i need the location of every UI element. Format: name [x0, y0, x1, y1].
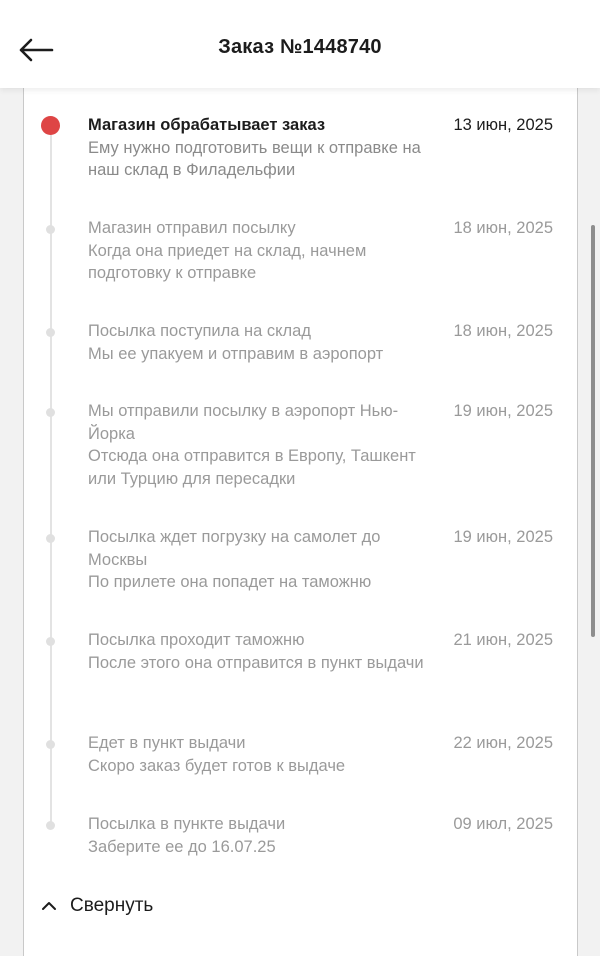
- event-description: По прилете она попадет на таможню: [88, 573, 372, 591]
- timeline-dot: [46, 328, 55, 337]
- timeline-dot: [46, 408, 55, 417]
- event-title: Посылка ждет погрузку на самолет до Москвы: [88, 528, 381, 569]
- timeline-dot: [46, 637, 55, 646]
- collapse-label: Свернуть: [70, 895, 154, 916]
- page-title: Заказ №1448740: [218, 36, 382, 58]
- timeline-dot: [46, 821, 55, 830]
- event-date: 18 июн, 2025: [453, 322, 553, 340]
- timeline-dot: [46, 534, 55, 543]
- timeline-dot: [46, 225, 55, 234]
- event-description: Когда она приедет на склад, начнем подготовку к отправке: [88, 241, 367, 282]
- event-date: 21 июн, 2025: [453, 631, 553, 649]
- app-header: [0, 0, 600, 88]
- event-date: 22 июн, 2025: [453, 734, 553, 752]
- event-description: Скоро заказ будет готов к выдаче: [88, 756, 346, 775]
- event-description: Заберите ее до 16.07.25: [88, 837, 276, 856]
- event-description: После этого она отправится в пункт выдачи: [88, 653, 424, 672]
- event-title: Посылка поступила на склад: [88, 322, 311, 340]
- event-title: Магазин отправил посылку: [88, 219, 296, 237]
- event-description: Мы ее упакуем и отправим в аэропорт: [88, 344, 384, 363]
- event-date: 09 июл, 2025: [453, 815, 553, 833]
- event-date: 18 июн, 2025: [453, 219, 553, 237]
- event-title: Магазин обрабатывает заказ: [88, 116, 326, 134]
- event-date: 13 июн, 2025: [453, 116, 553, 134]
- chevron-up-icon: [40, 900, 58, 912]
- event-description: Ему нужно подготовить вещи к отправке на наш склад в Филадельфии: [88, 138, 421, 179]
- event-date: 19 июн, 2025: [453, 528, 553, 546]
- event-title: Посылка в пункте выдачи: [88, 815, 286, 833]
- timeline-dot: [46, 740, 55, 749]
- timeline-dot-active: [41, 116, 60, 135]
- event-description: Отсюда она отправится в Европу, Ташкент или Турцию для пересадки: [88, 447, 416, 488]
- event-title: Едет в пункт выдачи: [88, 734, 246, 752]
- scrollbar[interactable]: [591, 225, 595, 637]
- event-title: Мы отправили посылку в аэропорт Нью-Йорка: [88, 402, 399, 443]
- event-title: Посылка проходит таможню: [88, 631, 305, 649]
- collapse-button[interactable]: [40, 893, 153, 919]
- event-date: 19 июн, 2025: [453, 402, 553, 420]
